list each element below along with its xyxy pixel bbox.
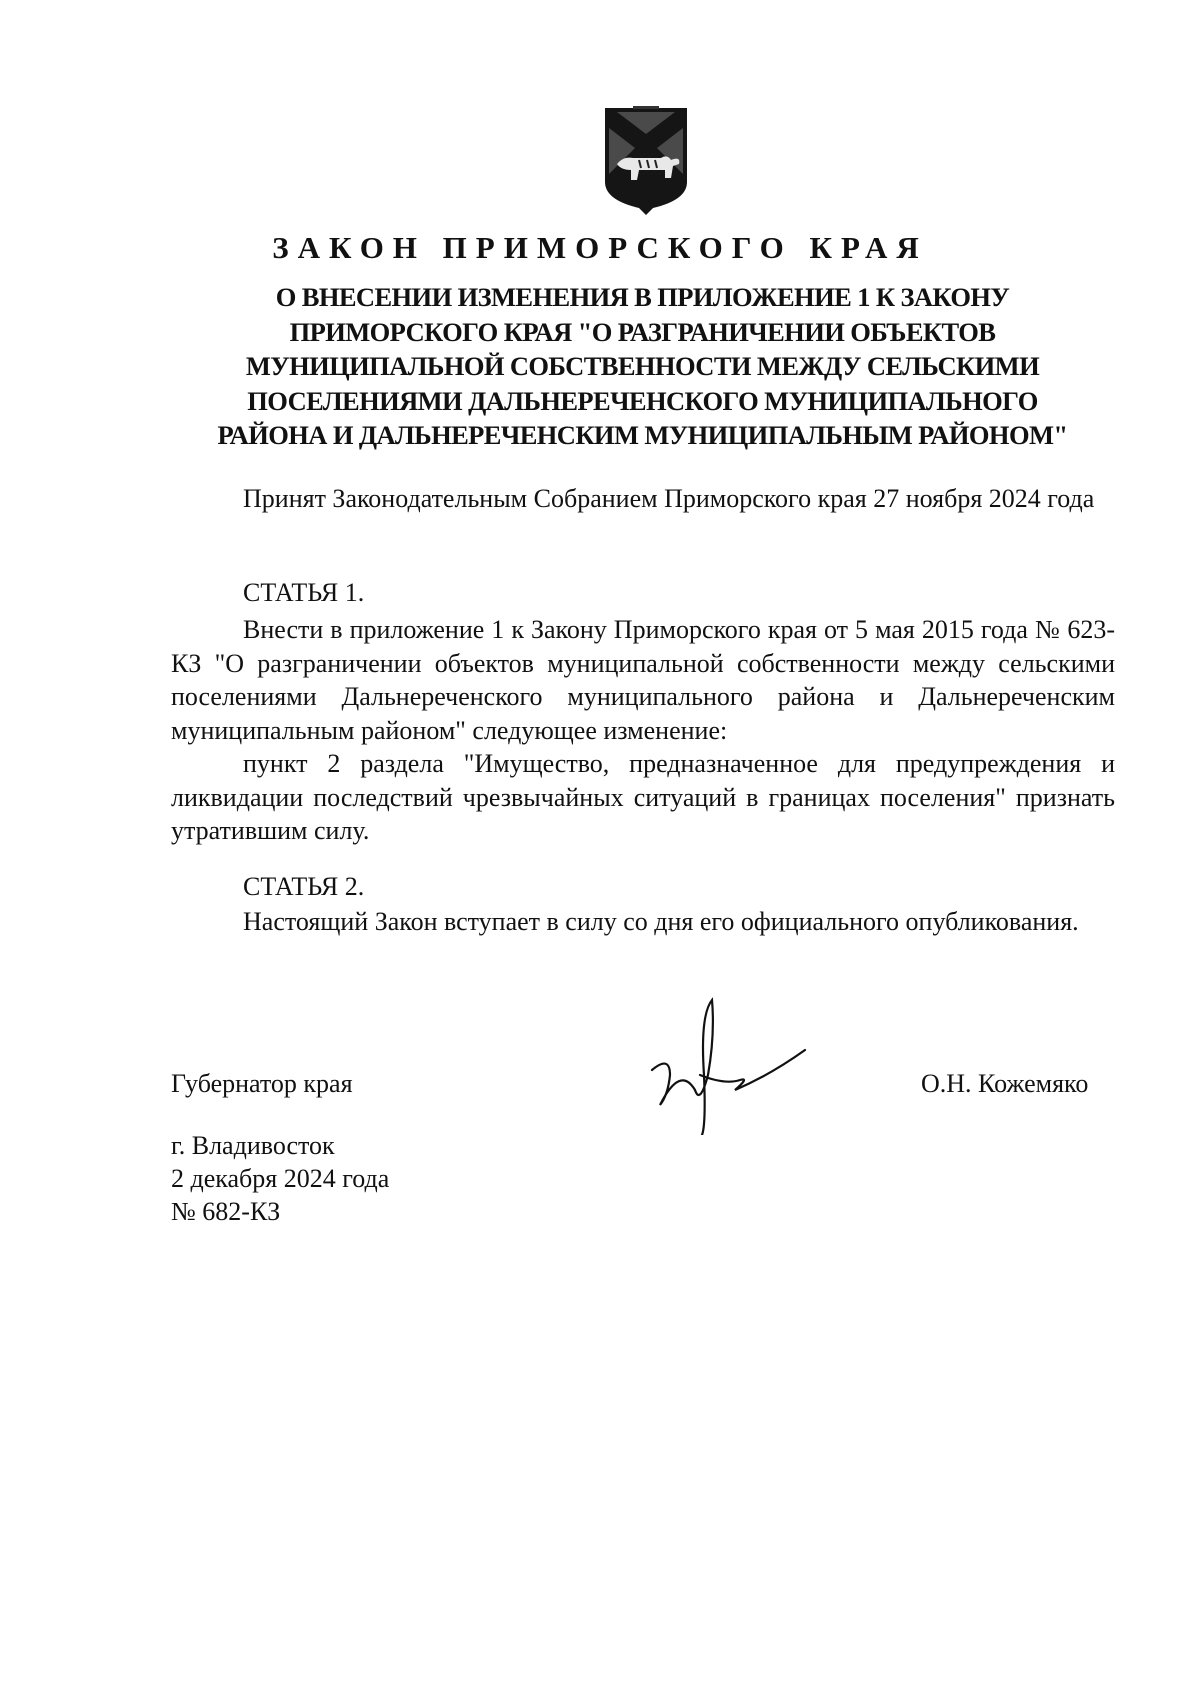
document-title: ЗАКОН ПРИМОРСКОГО КРАЯ <box>272 230 928 265</box>
subtitle-line: ПРИМОРСКОГО КРАЯ "О РАЗГРАНИЧЕНИИ ОБЪЕКТОВ <box>289 316 996 347</box>
article-1-heading: СТАТЬЯ 1. <box>243 578 365 607</box>
article-2-body <box>171 905 1115 939</box>
signatory-name: О.Н. Кожемяко <box>921 1069 1089 1098</box>
adoption-note <box>171 482 1115 516</box>
article-1-body <box>171 613 1115 848</box>
article-2-heading: СТАТЬЯ 2. <box>243 872 365 901</box>
article-paragraph: Настоящий Закон вступает в силу со дня его официального опубликования. <box>243 907 1079 936</box>
signing-city: г. Владивосток <box>171 1131 335 1160</box>
article-paragraph: Внести в приложение 1 к Закону Приморского края от 5 мая 2015 года № 623-КЗ "О разграничении объектов муниципальной собственности между сельскими поселениями Дальнереченского муниципального района и Дальнереченским муниципальным районом" следующее изменение: <box>171 615 1115 745</box>
subtitle-line: О ВНЕСЕНИИ ИЗМЕНЕНИЯ В ПРИЛОЖЕНИЕ 1 К ЗАКОНУ <box>275 282 1010 312</box>
subtitle-line: ПОСЕЛЕНИЯМИ ДАЛЬНЕРЕЧЕНСКОГО МУНИЦИПАЛЬНОГО <box>247 385 1038 416</box>
law-number: № 682-КЗ <box>171 1197 281 1226</box>
subtitle-line: МУНИЦИПАЛЬНОЙ СОБСТВЕННОСТИ МЕЖДУ СЕЛЬСКИМИ <box>245 351 1040 381</box>
document-subtitle <box>165 280 1120 453</box>
signatory-position: Губернатор края <box>171 1069 353 1098</box>
signing-date: 2 декабря 2024 года <box>171 1164 390 1193</box>
article-paragraph: пункт 2 раздела "Имущество, предназначенное для предупреждения и ликвидации последствий чрезвычайных ситуаций в границах поселения" признать утратившим силу. <box>171 749 1115 845</box>
coat-of-arms-emblem <box>603 104 689 216</box>
adoption-text: Принят Законодательным Собранием Приморского края 27 ноября 2024 года <box>243 484 1095 513</box>
subtitle-line: РАЙОНА И ДАЛЬНЕРЕЧЕНСКИМ МУНИЦИПАЛЬНЫМ РАЙОНОМ" <box>217 420 1068 450</box>
handwritten-signature <box>640 995 810 1135</box>
